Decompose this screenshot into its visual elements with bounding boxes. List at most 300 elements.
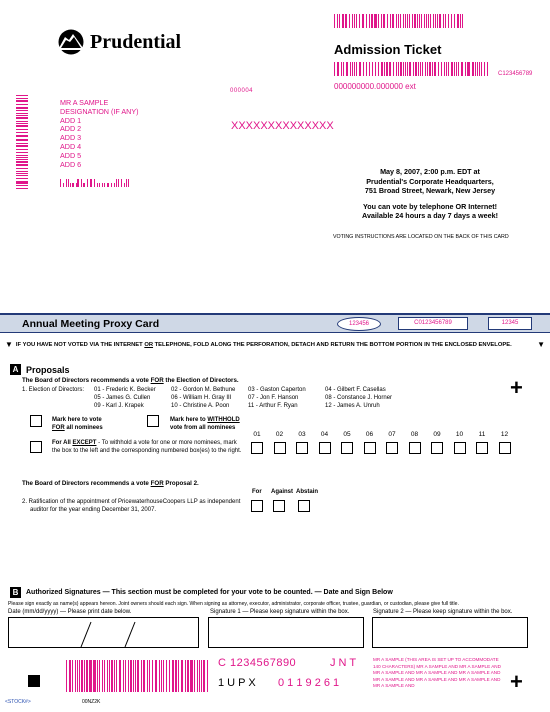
barcode-bar — [191, 660, 192, 692]
barcode-bar — [484, 62, 485, 76]
barcode-bar — [454, 62, 455, 76]
voting-instructions-note: VOTING INSTRUCTIONS ARE LOCATED ON THE BACK OF THIS CARD — [333, 234, 509, 240]
nominee-07-checkbox[interactable] — [386, 442, 398, 454]
barcode-bar — [60, 179, 61, 187]
barcode-bar — [422, 62, 423, 76]
election-label: 1. Election of Directors: — [22, 387, 85, 393]
barcode-bar — [362, 14, 363, 28]
barcode-bar — [452, 62, 453, 76]
signature-2-label: Signature 2 — Please keep signature within the box. — [373, 609, 513, 615]
nominee-number-label: 05 — [343, 431, 351, 438]
barcode-bar — [349, 14, 350, 28]
signatures-header — [10, 587, 393, 598]
barcode-bar — [16, 152, 28, 153]
meeting-date: May 8, 2007, 2:00 p.m. EDT at — [380, 167, 480, 176]
barcode-bar — [16, 155, 28, 156]
fold-notice: ▼ IF YOU HAVE NOT VOTED VIA THE INTERNET OR TELEPHONE, FOLD ALONG THE PERFORATION, DETACH AND RETURN THE BOTTOM PORTION IN THE ENCLOSED ENVELOPE. ▼ — [5, 340, 545, 349]
barcode-bar — [16, 125, 28, 126]
barcode-bar — [420, 62, 421, 76]
barcode-bar — [135, 660, 136, 692]
barcode-bar — [16, 188, 28, 189]
footer-control-code: C 1234567890 — [218, 657, 297, 669]
barcode-bar — [468, 62, 469, 76]
barcode-bar — [405, 62, 406, 76]
barcode-bar — [337, 62, 338, 76]
proposals-header — [10, 364, 70, 375]
barcode-bar — [386, 62, 387, 76]
barcode-bar — [16, 182, 28, 183]
barcode-bar — [107, 183, 108, 187]
barcode-bar — [16, 162, 28, 163]
barcode-bar — [197, 660, 198, 692]
rock-of-gibraltar-logo-icon — [56, 29, 86, 55]
barcode-bar — [199, 660, 200, 692]
barcode-bar — [462, 62, 463, 76]
barcode-bar — [451, 14, 452, 28]
footer-barcode — [66, 660, 210, 692]
barcode-bar — [405, 14, 406, 28]
prudential-logo — [56, 29, 181, 55]
nominee-10-checkbox[interactable] — [454, 442, 466, 454]
barcode-bar — [169, 660, 170, 692]
barcode-bar — [345, 14, 346, 28]
barcode-bar — [412, 14, 413, 28]
barcode-bar — [396, 14, 397, 28]
barcode-bar — [66, 660, 67, 692]
barcode-bar — [155, 660, 156, 692]
board-recommendation-1: The Board of Directors recommends a vote FOR the Election of Directors. — [22, 377, 239, 384]
barcode-bar — [16, 132, 28, 133]
barcode-bar — [441, 62, 442, 76]
nominee-name: 04 - Gilbert F. Casellas — [325, 387, 386, 393]
barcode-bar — [426, 14, 427, 28]
barcode-bar — [181, 660, 182, 692]
barcode-bar — [86, 660, 87, 692]
barcode-bar — [141, 660, 142, 692]
barcode-bar — [352, 14, 353, 28]
nominee-number-label: 08 — [410, 431, 419, 438]
nominee-number-label: 12 — [500, 431, 509, 438]
col-for-label: For — [252, 489, 262, 495]
signature-1-field[interactable] — [208, 617, 364, 648]
barcode-bar — [419, 14, 420, 28]
proxy-card-title: Annual Meeting Proxy Card — [22, 318, 160, 330]
barcode-bar — [487, 62, 488, 76]
barcode-bar — [446, 62, 447, 76]
barcode-bar — [81, 660, 82, 692]
barcode-bar — [371, 14, 372, 28]
barcode-bar — [341, 62, 342, 76]
barcode-bar — [118, 179, 119, 187]
barcode-bar — [343, 14, 344, 28]
barcode-bar — [415, 62, 416, 76]
barcode-bar — [448, 14, 449, 28]
nominee-name: 06 - William H. Gray III — [171, 395, 232, 401]
proposals-title: Proposals — [26, 364, 70, 375]
address-line: ADD 2 — [60, 124, 82, 134]
barcode-bar — [334, 62, 335, 76]
barcode-bar — [143, 660, 144, 692]
barcode-bar — [68, 179, 69, 187]
barcode-bar — [16, 98, 28, 99]
for-all-except-checkbox[interactable] — [30, 441, 42, 453]
barcode-bar — [414, 14, 415, 28]
barcode-bar — [187, 660, 188, 692]
barcode-bar — [121, 179, 122, 187]
barcode-bar — [16, 173, 28, 174]
barcode-bar — [366, 14, 367, 28]
ticket-barcode-main — [334, 62, 490, 76]
barcode-bar — [342, 14, 343, 28]
barcode-bar — [111, 183, 112, 187]
barcode-bar — [66, 179, 67, 187]
barcode-bar — [102, 660, 103, 692]
barcode-bar — [424, 14, 425, 28]
barcode-bar — [392, 14, 393, 28]
barcode-bar — [163, 660, 164, 692]
proxy-id-box-2 — [488, 317, 532, 330]
barcode-bar — [176, 660, 177, 692]
barcode-bar — [457, 14, 458, 28]
plus-mark-icon: + — [510, 669, 523, 694]
barcode-bar — [387, 14, 388, 28]
barcode-bar — [356, 62, 357, 76]
nominee-03-checkbox[interactable] — [296, 442, 308, 454]
barcode-bar — [343, 62, 344, 76]
meeting-place-2: 751 Broad Street, Newark, New Jersey — [364, 186, 496, 195]
barcode-bar — [178, 660, 179, 692]
barcode-bar — [366, 62, 367, 76]
barcode-bar — [378, 62, 379, 76]
section-letter-b: B — [10, 587, 21, 598]
barcode-bar — [126, 179, 127, 187]
withhold-all-checkbox[interactable] — [147, 415, 159, 427]
barcode-bar — [16, 181, 28, 182]
left-vertical-barcode — [16, 95, 28, 190]
barcode-bar — [97, 660, 98, 692]
board-recommendation-2: The Board of Directors recommends a vote FOR Proposal 2. — [22, 480, 199, 487]
nominee-number-label: 02 — [275, 431, 284, 438]
nominee-04-checkbox[interactable] — [319, 442, 331, 454]
ticket-title: Admission Ticket — [334, 42, 442, 57]
barcode-bar — [16, 185, 28, 186]
barcode-bar — [97, 183, 98, 187]
barcode-bar — [114, 660, 115, 692]
barcode-bar — [409, 14, 410, 28]
proxy-id-1: 123456 — [348, 321, 370, 327]
address-line: ADD 6 — [60, 159, 82, 169]
barcode-bar — [16, 175, 28, 176]
barcode-bar — [16, 145, 28, 146]
barcode-bar — [378, 14, 379, 28]
barcode-bar — [346, 62, 347, 76]
barcode-bar — [93, 660, 94, 692]
date-slash-separators — [9, 618, 200, 649]
barcode-bar — [352, 62, 353, 76]
barcode-bar — [102, 183, 103, 187]
barcode-bar — [472, 62, 473, 76]
barcode-bar — [454, 14, 455, 28]
nominee-number-label: 09 — [433, 431, 441, 438]
barcode-bar — [462, 14, 463, 28]
barcode-bar — [456, 62, 457, 76]
form-code: 00NZ2K — [82, 699, 101, 705]
barcode-bar — [161, 660, 162, 692]
barcode-bar — [363, 14, 364, 28]
barcode-bar — [203, 660, 204, 692]
barcode-bar — [75, 660, 76, 692]
barcode-bar — [407, 14, 408, 28]
barcode-bar — [128, 179, 129, 187]
nominee-name: 02 - Gordon M. Bethune — [171, 387, 236, 393]
barcode-bar — [16, 100, 28, 101]
vote-promo-2: Available 24 hours a day 7 days a week! — [362, 211, 498, 220]
barcode-bar — [172, 660, 173, 692]
proxy-id-oval — [337, 317, 381, 331]
barcode-bar — [147, 660, 148, 692]
address-line: ADD 5 — [60, 150, 82, 160]
barcode-bar — [16, 178, 28, 179]
barcode-bar — [359, 14, 360, 28]
barcode-bar — [99, 660, 100, 692]
barcode-bar — [201, 660, 202, 692]
proposal-2-abstain-checkbox[interactable] — [298, 500, 310, 512]
nominee-number-label: 04 — [320, 431, 329, 438]
barcode-bar — [104, 183, 105, 187]
address-line: MR A SAMPLE — [60, 98, 109, 107]
plus-mark-icon: + — [510, 375, 523, 400]
barcode-bar — [356, 14, 357, 28]
date-field[interactable] — [8, 617, 199, 648]
nominee-11-checkbox[interactable] — [476, 442, 488, 454]
barcode-bar — [16, 104, 28, 105]
barcode-bar — [16, 159, 28, 160]
barcode-bar — [374, 14, 375, 28]
barcode-bar — [465, 62, 466, 76]
nominee-12-checkbox[interactable] — [499, 442, 511, 454]
barcode-bar — [152, 660, 153, 692]
barcode-bar — [123, 660, 124, 692]
barcode-bar — [350, 62, 351, 76]
barcode-bar — [16, 129, 28, 130]
ticket-control-number: C123456789 — [498, 71, 533, 77]
barcode-bar — [16, 121, 28, 122]
barcode-bar — [428, 14, 429, 28]
barcode-bar — [16, 110, 28, 111]
barcode-bar — [359, 62, 360, 76]
barcode-bar — [433, 14, 434, 28]
barcode-bar — [384, 62, 385, 76]
barcode-bar — [16, 113, 28, 114]
address-line: ADD 3 — [60, 133, 82, 143]
barcode-bar — [481, 62, 482, 76]
barcode-bar — [194, 660, 195, 692]
nominee-number-label: 10 — [455, 431, 464, 438]
nominee-05-checkbox[interactable] — [341, 442, 353, 454]
barcode-bar — [398, 14, 399, 28]
barcode-bar — [16, 143, 28, 144]
barcode-bar — [443, 14, 444, 28]
barcode-bar — [207, 660, 208, 692]
barcode-bar — [16, 168, 28, 169]
barcode-bar — [16, 123, 28, 124]
footer-fine-print: MR A SAMPLE (THIS AREA IS SET UP TO ACCOMMODATE 140 CHARACTERS) MR A SAMPLE AND MR A SAMPLE AND MR A SAMPLE AND MR A SAMPLE AND MR A SAMPLE AND MR A SAMPLE AND MR A SAMPLE AND MR A SAMPLE AND MR A SAMPLE AND — [373, 657, 501, 689]
proposal-2-text: 2. Ratification of the appointment of PricewaterhouseCoopers LLP as independent auditor for the year ending December 31, 2007. — [22, 499, 241, 513]
nominee-02-checkbox[interactable] — [274, 442, 286, 454]
barcode-bar — [116, 179, 117, 187]
barcode-bar — [460, 14, 461, 28]
barcode-bar — [369, 62, 370, 76]
barcode-bar — [339, 14, 340, 28]
date-label: Date (mm/dd/yyyy) — Please print date below. — [8, 609, 132, 615]
nominee-name: 07 - Jon F. Hanson — [248, 395, 299, 401]
barcode-bar — [430, 14, 431, 28]
barcode-bar — [383, 14, 384, 28]
barcode-bar — [16, 139, 28, 140]
nominee-06-checkbox[interactable] — [364, 442, 376, 454]
nominee-name: 01 - Frederic K. Becker — [94, 387, 156, 393]
barcode-bar — [16, 157, 28, 158]
barcode-bar — [149, 660, 150, 692]
barcode-bar — [396, 62, 397, 76]
barcode-bar — [190, 660, 191, 692]
barcode-bar — [81, 179, 82, 187]
barcode-bar — [409, 62, 410, 76]
barcode-bar — [185, 660, 186, 692]
nominee-01-checkbox[interactable] — [251, 442, 263, 454]
nominee-name: 03 - Gaston Caperton — [248, 387, 306, 393]
barcode-bar — [72, 660, 73, 692]
barcode-bar — [83, 183, 84, 187]
signature-2-field[interactable] — [372, 617, 528, 648]
barcode-bar — [16, 136, 28, 137]
barcode-bar — [467, 62, 468, 76]
triangle-down-icon: ▼ — [537, 340, 545, 349]
nominee-number-label: 06 — [365, 431, 374, 438]
barcode-bar — [437, 14, 438, 28]
barcode-bar — [438, 62, 439, 76]
barcode-bar — [375, 14, 376, 28]
barcode-bar — [84, 660, 85, 692]
nominee-number-label: 11 — [478, 431, 486, 438]
barcode-bar — [337, 14, 338, 28]
barcode-bar — [128, 660, 129, 692]
barcode-bar — [434, 62, 435, 76]
barcode-bar — [381, 14, 382, 28]
address-block — [60, 99, 139, 169]
barcode-bar — [393, 62, 394, 76]
barcode-bar — [403, 14, 404, 28]
nominee-09-checkbox[interactable] — [431, 442, 443, 454]
barcode-bar — [473, 62, 474, 76]
proposal-2-for-checkbox[interactable] — [251, 500, 263, 512]
barcode-bar — [432, 62, 433, 76]
nominee-number-label: 07 — [388, 431, 396, 438]
barcode-bar — [403, 62, 404, 76]
logo-wordmark: Prudential — [90, 30, 182, 53]
barcode-bar — [116, 660, 117, 692]
postal-barcode — [60, 179, 130, 187]
barcode-bar — [429, 62, 430, 76]
barcode-bar — [89, 660, 90, 692]
barcode-bar — [445, 14, 446, 28]
proposal-2-against-checkbox[interactable] — [273, 500, 285, 512]
barcode-bar — [16, 115, 28, 116]
signatures-title: Authorized Signatures — This section must be completed for your vote to be counted. — Date and Sign Below — [26, 589, 393, 596]
section-letter-a: A — [10, 364, 21, 375]
vote-for-all-label: Mark here to vote FOR all nominees — [52, 417, 103, 431]
barcode-bar — [87, 179, 88, 187]
nominee-name: 09 - Karl J. Krapek — [94, 403, 144, 409]
nominee-08-checkbox[interactable] — [409, 442, 421, 454]
sequence-number: 000004 — [230, 88, 254, 94]
barcode-bar — [133, 660, 134, 692]
nominee-name: 10 - Christine A. Poon — [171, 403, 230, 409]
barcode-bar — [444, 62, 445, 76]
barcode-bar — [76, 183, 77, 187]
proxy-id-box — [398, 317, 468, 330]
barcode-bar — [477, 62, 478, 76]
meeting-place-1: Prudential's Corporate Headquarters, — [366, 176, 494, 186]
barcode-bar — [389, 62, 390, 76]
barcode-bar — [94, 179, 95, 187]
barcode-bar — [435, 14, 436, 28]
barcode-bar — [16, 164, 28, 165]
barcode-bar — [77, 179, 78, 187]
barcode-bar — [90, 660, 91, 692]
nominee-number-label: 01 — [253, 431, 261, 438]
barcode-bar — [407, 62, 408, 76]
proxy-card-header — [0, 313, 550, 333]
barcode-bar — [400, 62, 401, 76]
footer-1upx-code: 1 U P X — [218, 677, 256, 689]
barcode-bar — [79, 660, 80, 692]
stock-number: <STOCK#> — [5, 699, 31, 705]
nominee-name: 11 - Arthur F. Ryan — [248, 403, 298, 409]
barcode-bar — [372, 62, 373, 76]
barcode-bar — [427, 62, 428, 76]
barcode-bar — [448, 62, 449, 76]
footer-seq-code: 0 1 1 9 2 6 1 — [278, 677, 340, 689]
barcode-bar — [421, 14, 422, 28]
barcode-bar — [418, 62, 419, 76]
vote-promo-1: You can vote by telephone OR Internet! — [362, 201, 498, 211]
triangle-down-icon: ▼ — [5, 340, 13, 349]
nominee-name: 05 - James G. Cullen — [94, 395, 151, 401]
barcode-bar — [175, 660, 176, 692]
barcode-bar — [334, 14, 335, 28]
barcode-bar — [390, 62, 391, 76]
vote-for-all-checkbox[interactable] — [30, 415, 42, 427]
barcode-bar — [375, 62, 376, 76]
barcode-bar — [159, 660, 160, 692]
barcode-bar — [114, 183, 115, 187]
barcode-bar — [70, 183, 71, 187]
meeting-info — [340, 167, 520, 221]
barcode-bar — [439, 14, 440, 28]
barcode-bar — [354, 14, 355, 28]
barcode-bar — [16, 117, 28, 118]
col-abstain-label: Abstain — [296, 489, 319, 495]
barcode-bar — [63, 183, 64, 187]
registration-square — [28, 675, 40, 687]
barcode-bar — [16, 171, 28, 172]
barcode-bar — [363, 62, 364, 76]
barcode-bar — [16, 149, 28, 150]
barcode-bar — [461, 62, 462, 76]
barcode-bar — [72, 183, 73, 187]
barcode-bar — [119, 660, 120, 692]
